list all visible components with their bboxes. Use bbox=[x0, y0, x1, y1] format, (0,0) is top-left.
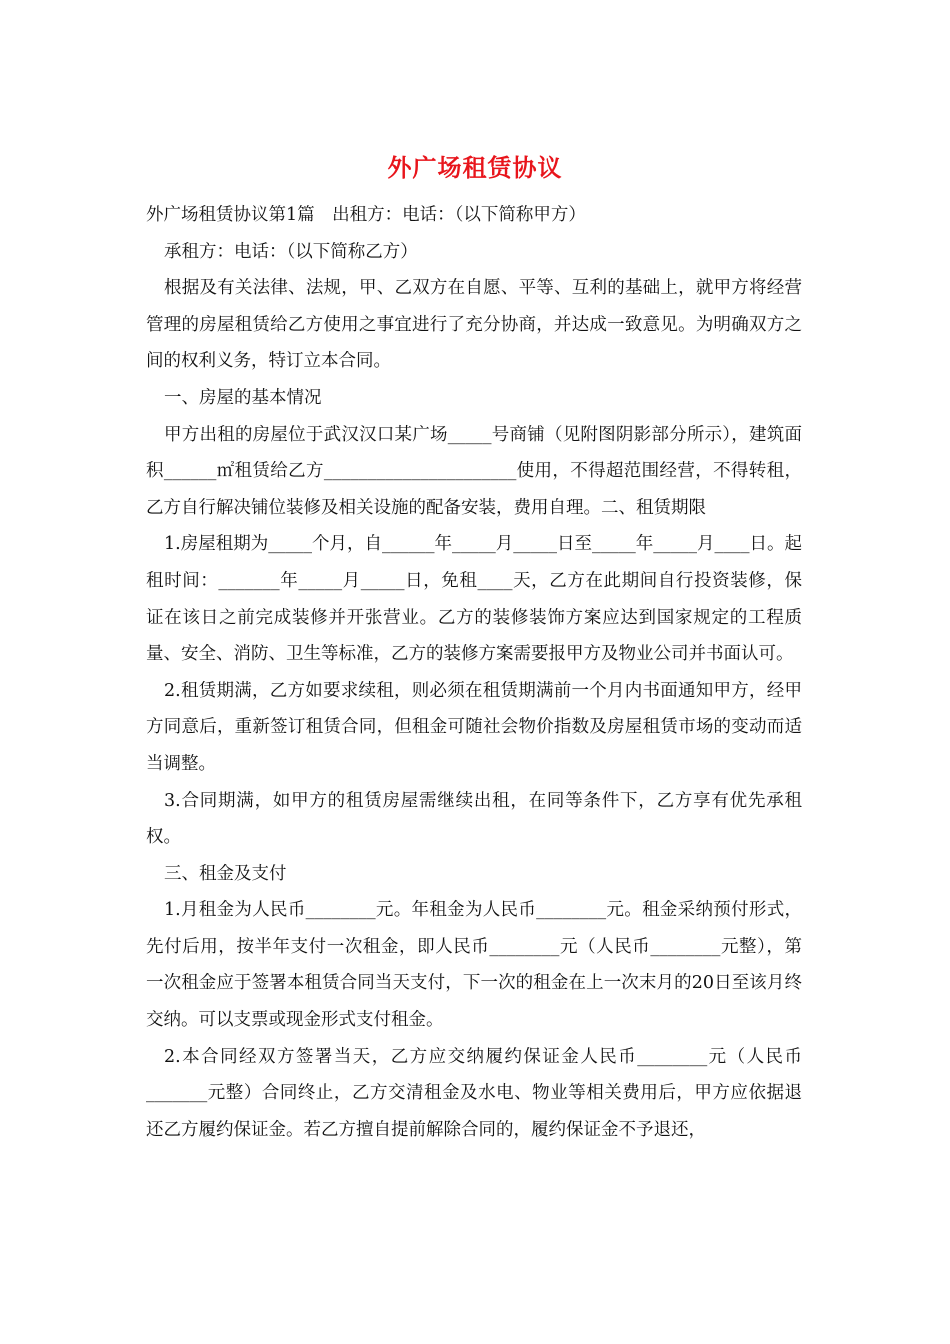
paragraph-preamble: 根据及有关法律、法规，甲、乙双方在自愿、平等、互利的基础上，就甲方将经营管理的房屋租赁给乙方使用之事宜进行了充分协商，并达成一致意见。为明确双方之间的权利义务，特订立本合同。 bbox=[146, 278, 802, 372]
section-heading-rent: 三、租金及支付 bbox=[164, 863, 287, 884]
section-heading-property: 一、房屋的基本情况 bbox=[164, 387, 322, 408]
document-body bbox=[146, 197, 802, 1148]
paragraph-rent-1: 1.月租金为人民币________元。年租金为人民币________元。租金采纳预付形式，先付后用，按半年支付一次租金，即人民币________元（人民币________元整），第一次租金应于签署本租赁合同当天支付，下一次的租金在上一次末月的20日至该月终交纳。可以支票或现金形式支付租金。 bbox=[146, 900, 802, 1031]
paragraph-term-3: 3.合同期满，如甲方的租赁房屋需继续出租，在同等条件下，乙方享有优先承租权。 bbox=[146, 790, 802, 848]
paragraph-term-1: 1.房屋租期为_____个月，自______年_____月_____日至_____年_____月____日。起租时间：_______年_____月_____日，免租____天，乙方在此期间自行投资装修，保证在该日之前完成装修并开张营业。乙方的装修装饰方案应达到国家规定的工程质量、安全、消防、卫生等标准，乙方的装修方案需要报甲方及物业公司并书面认可。 bbox=[146, 534, 802, 665]
paragraph-intro: 外广场租赁协议第1篇 出租方：电话：（以下简称甲方） bbox=[146, 205, 586, 225]
document-title: 外广场租赁协议 bbox=[387, 153, 563, 182]
paragraph-rent-2: 2.本合同经双方签署当天，乙方应交纳履约保证金人民币________元（人民币_______元整）合同终止，乙方交清租金及水电、物业等相关费用后，甲方应依据退还乙方履约保证金。若乙方擅自提前解除合同的，履约保证金不予退还， bbox=[146, 1046, 802, 1140]
paragraph-term-2: 2.租赁期满，乙方如要求续租，则必须在租赁期满前一个月内书面通知甲方，经甲方同意后，重新签订租赁合同，但租金可随社会物价指数及房屋租赁市场的变动而适当调整。 bbox=[146, 680, 802, 774]
paragraph-property-details: 甲方出租的房屋位于武汉汉口某广场_____号商铺（见附图阴影部分所示），建筑面积______㎡租赁给乙方______________________使用，不得超范围经营，不得转租，乙方自行解决铺位装修及相关设施的配备安装，费用自理。二、租赁期限 bbox=[146, 424, 802, 518]
paragraph-lessee: 承租方：电话：（以下简称乙方） bbox=[164, 241, 418, 262]
